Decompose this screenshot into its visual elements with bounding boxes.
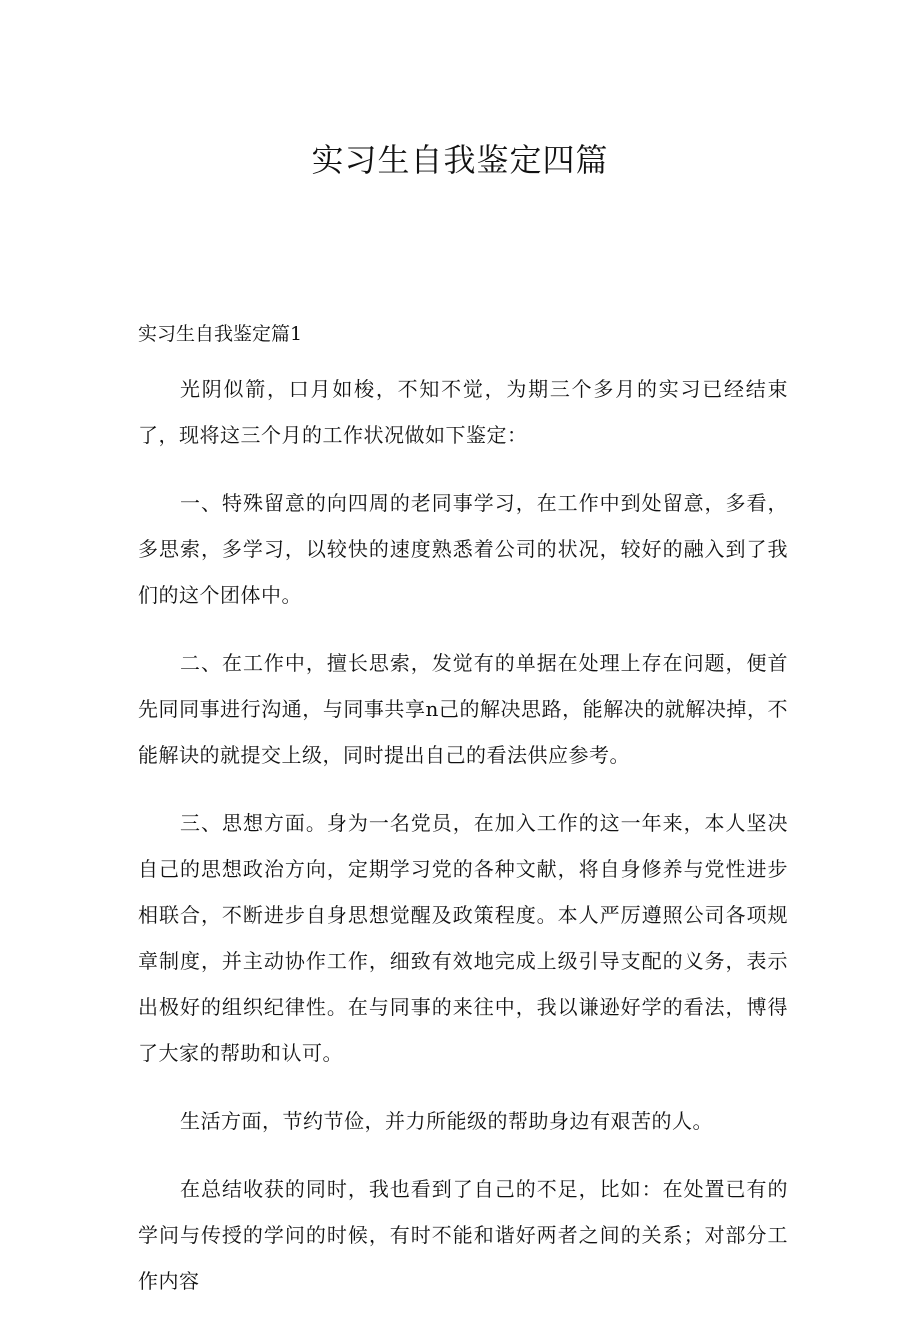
document-title: 实习生自我鉴定四篇 xyxy=(311,141,609,179)
paragraph-point-two: 二、在工作中，擅长思索，发觉有的单据在处理上存在问题，便首先同同事进行沟通，与同事共享n己的解决思路，能解决的就解决掉，不能解诀的就提交上级，同时提出自己的看法供应参考。 xyxy=(138,651,788,767)
paragraph-life: 生活方面，节约节俭，并力所能级的帮助身边有艰苦的人。 xyxy=(180,1109,713,1133)
paragraph-point-one: 一、特殊留意的向四周的老同事学习，在工作中到处留意，多看，多思索，多学习，以较快的速度熟悉着公司的状况，较好的融入到了我们的这个团体中。 xyxy=(138,491,788,607)
paragraph-summary: 在总结收获的同时，我也看到了自己的不足，比如：在处置已有的学问与传授的学问的时候，有时不能和谐好两者之间的关系；对部分工作内容 xyxy=(138,1177,788,1293)
paragraph-point-three: 三、思想方面。身为一名党员，在加入工作的这一年来，本人坚决自己的思想政治方向，定期学习党的各种文献，将自身修养与党性进步相联合，不断进步自身思想觉醒及政策程度。本人严厉遵照公司各项规章制度，并主动协作工作，细致有效地完成上级引导支配的义务，表示出极好的组织纪律性。在与同事的来往中，我以谦逊好学的看法，博得了大家的帮助和认可。 xyxy=(138,811,788,1065)
section-heading: 实习生自我鉴定篇1 xyxy=(138,323,303,345)
paragraph-intro: 光阴似箭，口月如梭，不知不觉，为期三个多月的实习已经结束了，现将这三个月的工作状况做如下鉴定： xyxy=(138,377,788,447)
document-body xyxy=(138,366,788,1326)
